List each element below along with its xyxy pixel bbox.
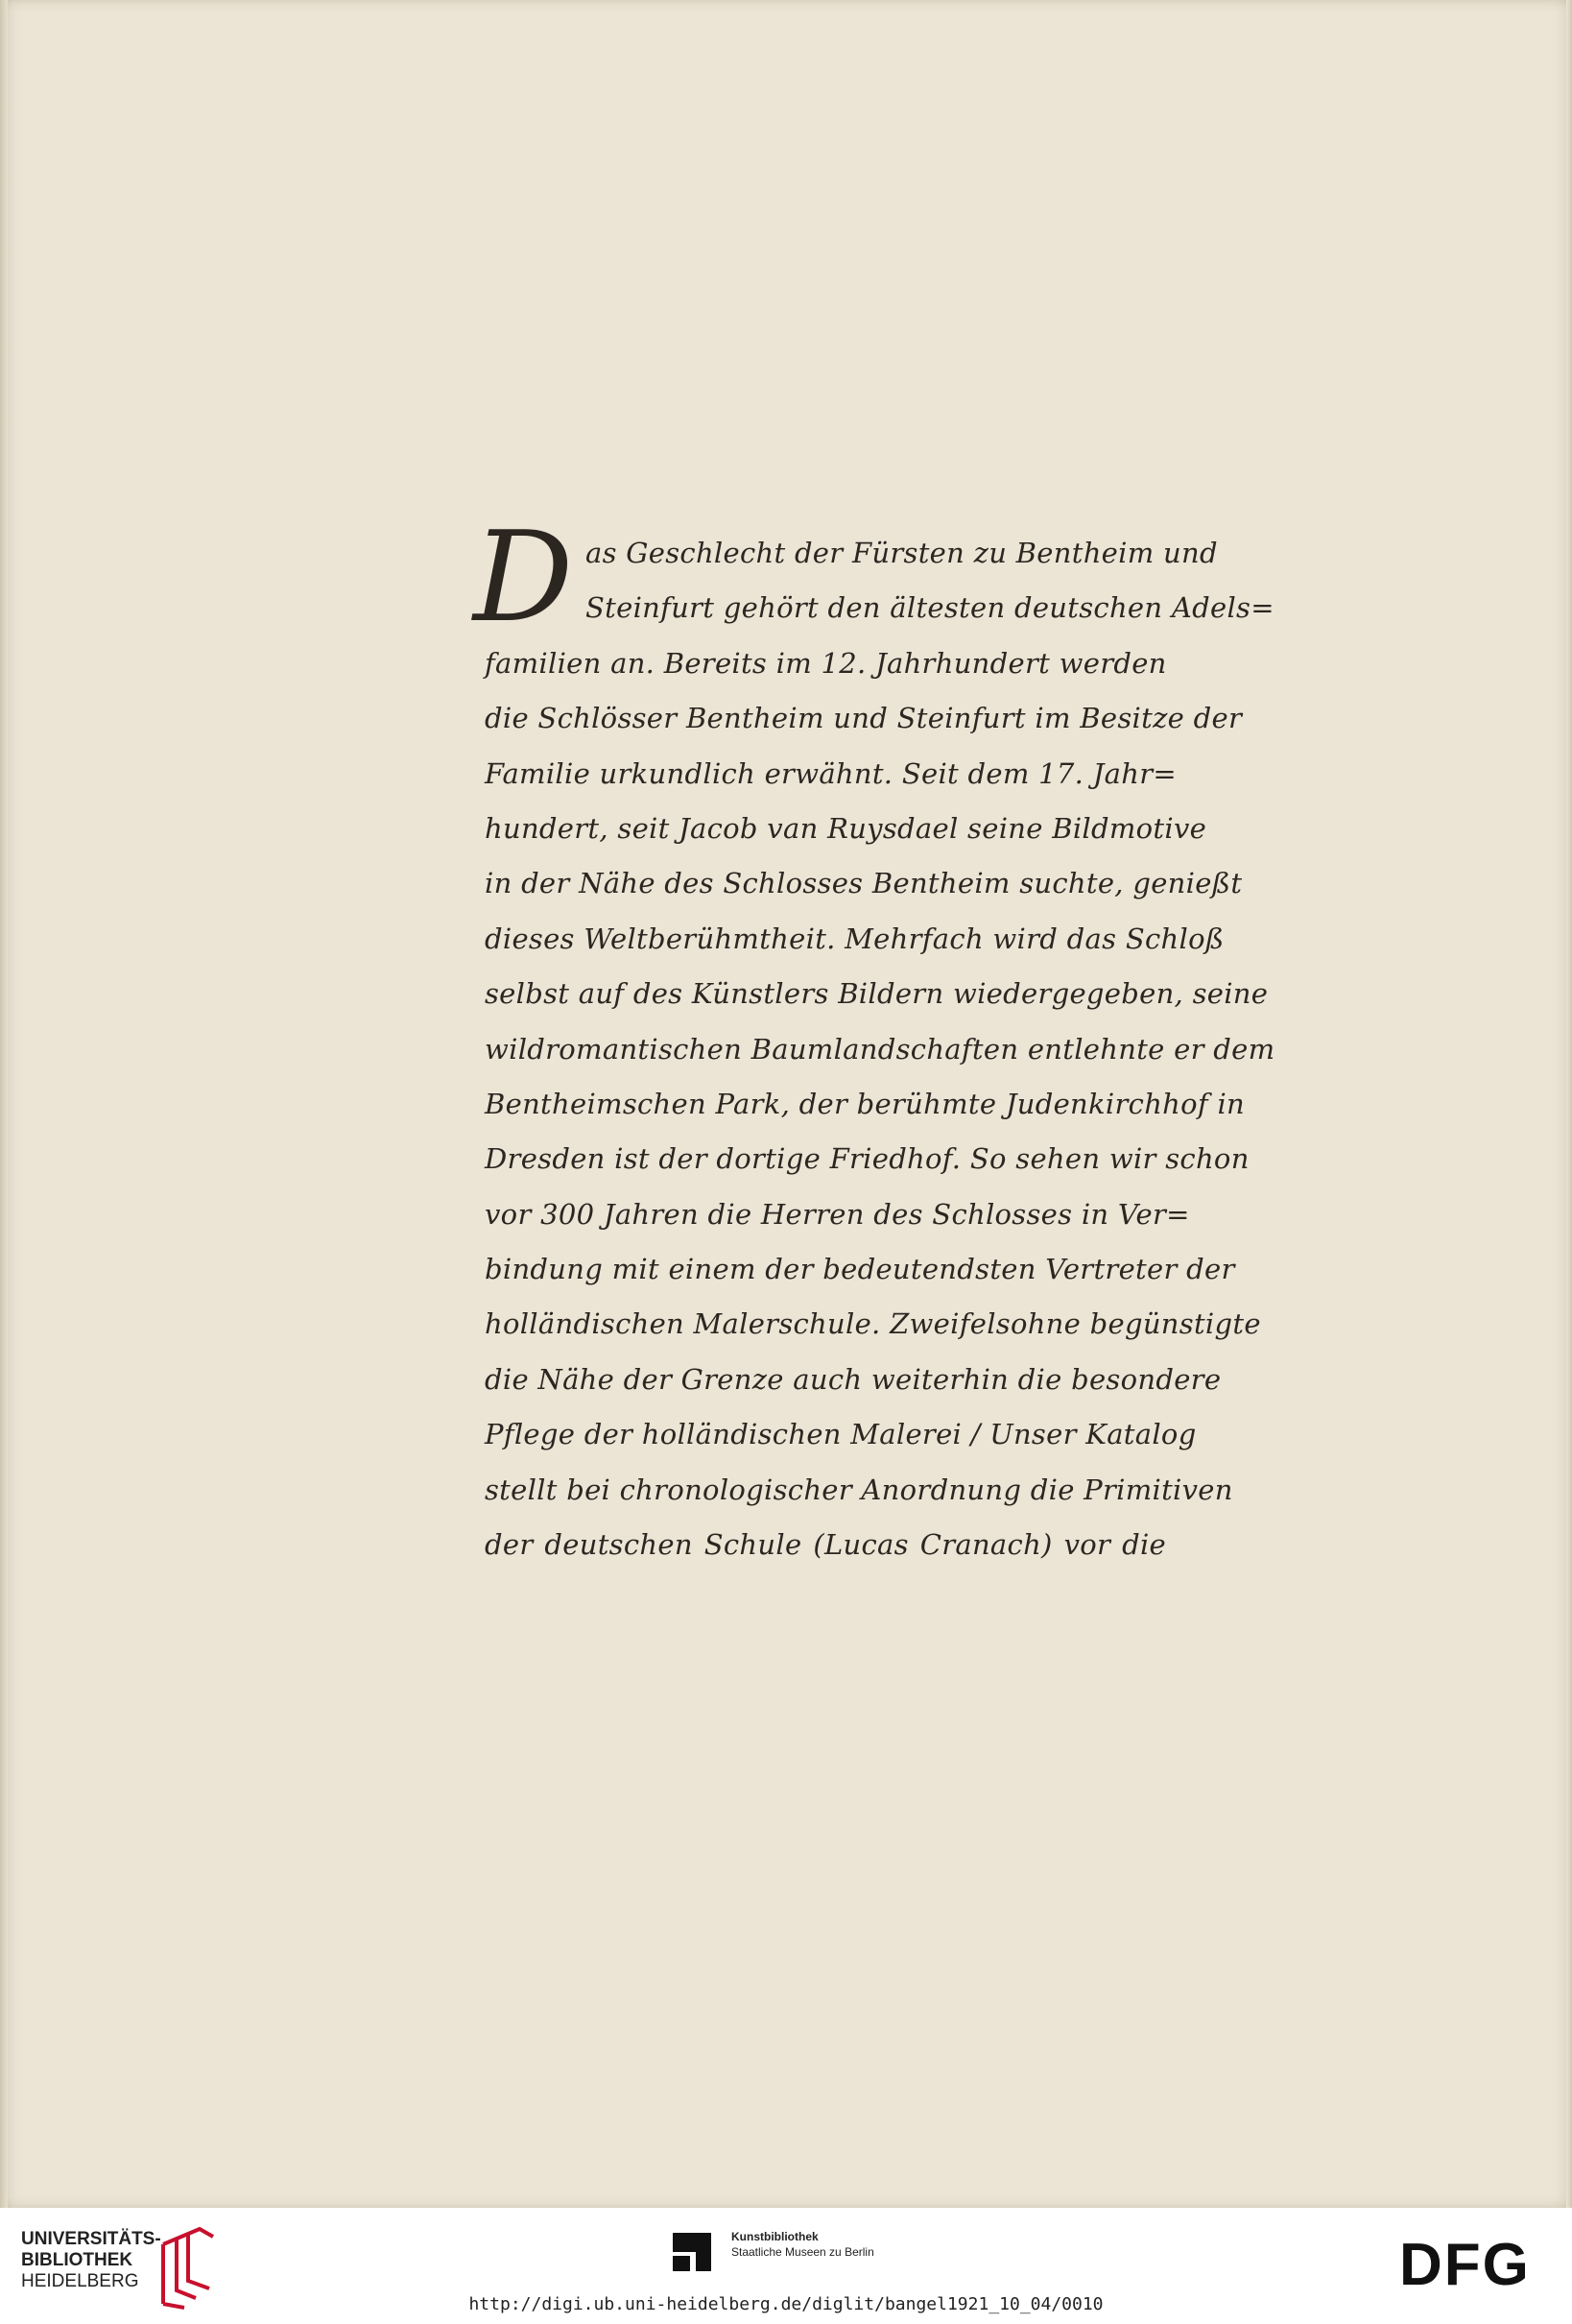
kunstbibliothek-logo-text[interactable]	[731, 2229, 874, 2260]
text-line: vor 300 Jahren die Herren des Schlosses in Ver=	[485, 1197, 1190, 1231]
page-edge-left	[0, 0, 8, 2208]
body-text-block	[473, 516, 1275, 1572]
svg-text:D: D	[473, 516, 574, 641]
text-line: Dresden ist der dortige Friedhof. So sehen wir schon	[485, 1142, 1250, 1176]
kb-subtitle: Staatliche Museen zu Berlin	[731, 2245, 874, 2259]
text-line: dieses Weltberühmtheit. Mehrfach wird das Schloß	[485, 922, 1225, 955]
text-line: die Nähe der Grenze auch weiterhin die besondere	[485, 1362, 1222, 1396]
text-line: die Schlösser Bentheim und Steinfurt im Besitze der	[485, 702, 1243, 735]
text-line: Familie urkundlich erwähnt. Seit dem 17. Jahr=	[485, 756, 1177, 790]
footer-bar	[0, 2208, 1572, 2324]
page-edge-right	[1566, 0, 1572, 2208]
text-line: stellt bei chronologischer Anordnung die Primitiven	[485, 1473, 1233, 1506]
text-line: bindung mit einem der bedeutendsten Vertreter der	[485, 1253, 1235, 1286]
ub-heidelberg-logo-text[interactable]	[21, 2229, 161, 2292]
text-line: selbst auf des Künstlers Bildern wiedergegeben, seine	[485, 977, 1269, 1011]
ub-line-1: UNIVERSITÄTS-	[21, 2229, 161, 2249]
drop-cap-initial	[465, 516, 590, 641]
text-line: der deutschen Schule (Lucas Cranach) vor die	[485, 1528, 1166, 1562]
dfg-logo[interactable]: DFG	[1399, 2232, 1531, 2298]
ub-line-2: BIBLIOTHEK	[21, 2250, 133, 2270]
text-line: as Geschlecht der Fürsten zu Bentheim und	[585, 537, 1218, 569]
text-line: Steinfurt gehört den ältesten deutschen Adels=	[585, 591, 1274, 625]
text-line: Bentheimschen Park, der berühmte Judenkirchhof in	[485, 1087, 1246, 1120]
text-line: in der Nähe des Schlosses Bentheim suchte, genießt	[485, 867, 1243, 900]
text-line: wildromantischen Baumlandschaften entlehnte er dem	[485, 1032, 1275, 1066]
text-line: familien an. Bereits im 12. Jahrhundert werden	[485, 646, 1167, 680]
text-line: holländischen Malerschule. Zweifelsohne begünstigte	[485, 1307, 1261, 1341]
text-line: Pflege der holländischen Malerei / Unser Katalog	[485, 1418, 1197, 1451]
ub-line-3: HEIDELBERG	[21, 2271, 139, 2291]
kunstbibliothek-logo-icon[interactable]	[669, 2229, 715, 2275]
permalink-url[interactable]: http://digi.ub.uni-heidelberg.de/diglit/bangel1921_10_04/0010	[468, 2294, 1104, 2314]
kb-title: Kunstbibliothek	[731, 2230, 819, 2243]
text-line: hundert, seit Jacob van Ruysdael seine Bildmotive	[485, 811, 1207, 845]
